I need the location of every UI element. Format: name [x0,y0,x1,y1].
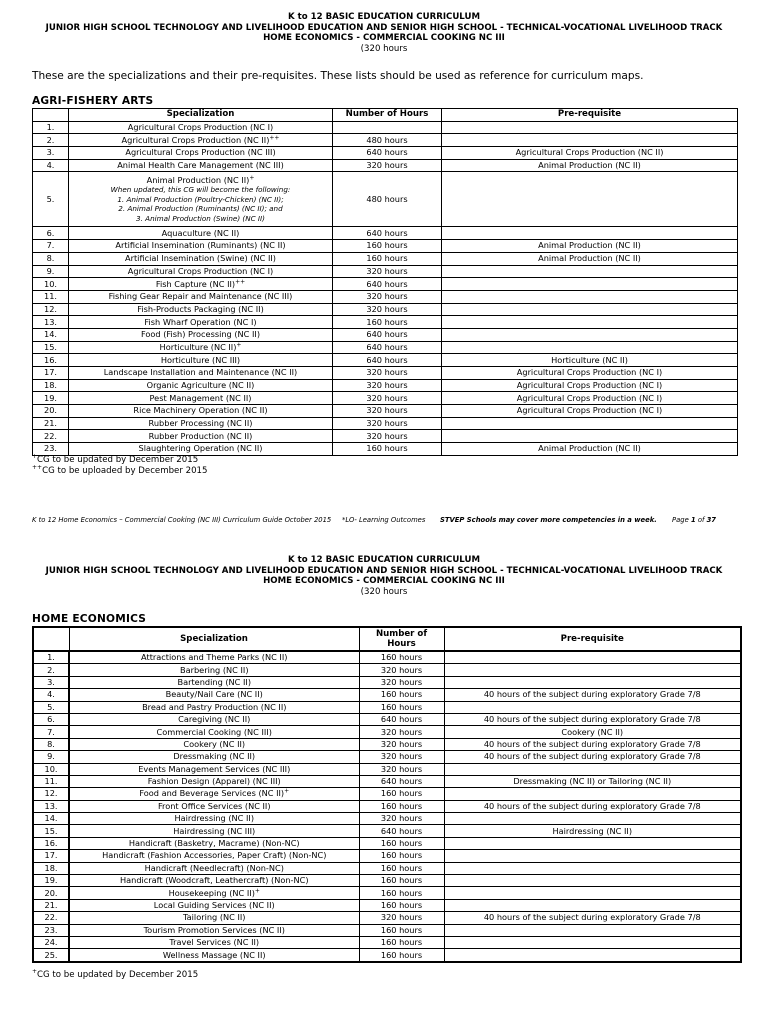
row-number: 15. [33,825,69,837]
table-row [33,738,741,750]
row-specialization: Pest Management (NC II) [69,392,333,405]
row-specialization: Landscape Installation and Maintenance (NC II) [69,367,333,380]
row-prerequisite [442,341,738,354]
row-prerequisite [442,303,738,316]
table-row [33,121,738,134]
row-number: 2. [33,134,69,147]
row-hours: 320 hours [359,726,444,738]
row-hours: 480 hours [333,172,442,227]
row-specialization: Local Guiding Services (NC II) [69,899,359,911]
row-number: 3. [33,147,69,160]
table-row [33,751,741,763]
row-hours: 320 hours [333,430,442,443]
row-prerequisite [442,227,738,240]
row-number: 17. [33,367,69,380]
row-number: 4. [33,159,69,172]
table-row [33,252,738,265]
header-line-2: JUNIOR HIGH SCHOOL TECHNOLOGY AND LIVELIHOOD EDUCATION AND SENIOR HIGH SCHOOL - TECHNICAL-VOCATIONAL LIVELIHOOD TRACK [45,22,723,33]
row-number: 6. [33,713,69,725]
table-row [33,227,738,240]
col-hours-header: Number of Hours [333,109,442,122]
row-number: 21. [33,899,69,911]
table-row [33,676,741,688]
table-row [33,417,738,430]
row-hours: 160 hours [359,837,444,849]
row-number: 4. [33,689,69,701]
table-row [33,430,738,443]
row-specialization: Attractions and Theme Parks (NC II) [69,651,359,664]
row-prerequisite [444,813,741,825]
row-hours: 160 hours [359,850,444,862]
row-hours: 160 hours [333,252,442,265]
row-hours: 640 hours [359,713,444,725]
row-specialization: Travel Services (NC II) [69,936,359,948]
row-prerequisite: Agricultural Crops Production (NC II) [442,147,738,160]
row-specialization: Bartending (NC II) [69,676,359,688]
table-row [33,862,741,874]
row-hours: 640 hours [333,328,442,341]
header-line-4: (320 hours [360,586,408,597]
row-hours: 160 hours [359,689,444,701]
row-number: 10. [33,763,69,775]
row-specialization: Beauty/Nail Care (NC II) [69,689,359,701]
header-line-3: HOME ECONOMICS - COMMERCIAL COOKING NC III [263,576,505,587]
row-hours: 640 hours [333,147,442,160]
footer-lo-note: *LO- Learning Outcomes [342,516,426,524]
table-row [33,651,741,664]
row-number: 17. [33,850,69,862]
row-specialization: Hairdressing (NC III) [69,825,359,837]
row-prerequisite: 40 hours of the subject during exploratory Grade 7/8 [444,713,741,725]
footnote: +CG to be updated by December 2015 [32,453,199,465]
row-prerequisite: 40 hours of the subject during exploratory Grade 7/8 [444,800,741,812]
page-header [0,12,768,54]
table-row [33,837,741,849]
col-specialization-header: Specialization [69,627,359,651]
table-row [33,341,738,354]
row-hours: 160 hours [359,701,444,713]
table-row [33,763,741,775]
row-specialization: Animal Production (NC II)+ When updated, this CG will become the following: 1. Animal Production (Poultry-Chicken) (NC II); 2. Animal Production (Ruminants) (NC II); and 3. Animal Production (Swine) (NC II) [69,172,333,227]
table-row [33,788,741,800]
table-row [33,813,741,825]
row-prerequisite: Agricultural Crops Production (NC I) [442,405,738,418]
row-number: 9. [33,751,69,763]
row-specialization: Rubber Processing (NC II) [69,417,333,430]
row-specialization: Tailoring (NC II) [69,912,359,924]
table-row [33,159,738,172]
col-hours-header: Number of Hours [359,627,444,651]
row-hours: 160 hours [359,875,444,887]
table-row [33,924,741,936]
row-prerequisite [442,265,738,278]
table-row [33,899,741,911]
row-specialization: Horticulture (NC III) [69,354,333,367]
row-number: 19. [33,392,69,405]
footnotes [32,970,198,981]
table-row [33,328,738,341]
row-prerequisite: Animal Production (NC II) [442,443,738,456]
row-prerequisite: 40 hours of the subject during exploratory Grade 7/8 [444,912,741,924]
row-hours: 320 hours [359,763,444,775]
row-specialization: Artificial Insemination (Ruminants) (NC II) [69,240,333,253]
row-prerequisite [444,837,741,849]
row-number: 24. [33,936,69,948]
row-prerequisite: Cookery (NC II) [444,726,741,738]
row-hours: 160 hours [359,651,444,664]
row-specialization: Dressmaking (NC II) [69,751,359,763]
row-hours: 640 hours [333,341,442,354]
row-number: 11. [33,775,69,787]
row-hours: 160 hours [359,788,444,800]
row-prerequisite [444,899,741,911]
footnote: +CG to be updated by December 2015 [32,968,199,980]
row-number: 10. [33,278,69,291]
row-specialization: Handicraft (Basketry, Macrame) (Non-NC) [69,837,359,849]
table-row [33,850,741,862]
page-header [0,555,768,597]
intro-text: These are the specializations and their pre-requisites. These lists should be used as reference for curriculum maps. [32,70,644,82]
row-hours [333,121,442,134]
row-specialization: Hairdressing (NC II) [69,813,359,825]
row-hours: 160 hours [359,949,444,962]
row-prerequisite [444,936,741,948]
footer-guide-title: K to 12 Home Economics – Commercial Cooking (NC III) Curriculum Guide October 2015 [32,516,332,524]
footer-page-number: Page 1 of 37 [672,516,717,524]
row-prerequisite: Animal Production (NC II) [442,252,738,265]
row-number: 14. [33,328,69,341]
table-header-row [33,627,741,651]
row-specialization: Aquaculture (NC II) [69,227,333,240]
row-number: 21. [33,417,69,430]
col-prereq-header: Pre-requisite [442,109,738,122]
header-line-3: HOME ECONOMICS - COMMERCIAL COOKING NC III [263,33,505,44]
table-row [33,172,738,227]
row-number: 2. [33,664,69,676]
row-prerequisite: Agricultural Crops Production (NC I) [442,392,738,405]
row-prerequisite [444,875,741,887]
table-row [33,278,738,291]
row-hours: 320 hours [333,405,442,418]
row-specialization: Rice Machinery Operation (NC II) [69,405,333,418]
row-number: 13. [33,800,69,812]
row-number: 23. [33,443,69,456]
row-specialization: Bread and Pastry Production (NC II) [69,701,359,713]
row-number: 16. [33,354,69,367]
table-row [33,825,741,837]
row-specialization: Tourism Promotion Services (NC II) [69,924,359,936]
row-prerequisite [444,676,741,688]
row-specialization: Food and Beverage Services (NC II)+ [69,788,359,800]
row-prerequisite [442,278,738,291]
table-row [33,775,741,787]
row-prerequisite: Horticulture (NC II) [442,354,738,367]
row-specialization: Food (Fish) Processing (NC II) [69,328,333,341]
row-specialization: Handicraft (Needlecraft) (Non-NC) [69,862,359,874]
col-prereq-header: Pre-requisite [444,627,741,651]
row-specialization: Cookery (NC II) [69,738,359,750]
row-number: 25. [33,949,69,962]
table-row [33,265,738,278]
row-prerequisite [442,328,738,341]
header-line-1: K to 12 BASIC EDUCATION CURRICULUM [287,555,481,565]
row-hours: 640 hours [359,775,444,787]
row-hours: 480 hours [333,134,442,147]
row-specialization: Front Office Services (NC II) [69,800,359,812]
row-number: 18. [33,862,69,874]
row-prerequisite [442,121,738,134]
row-number: 22. [33,912,69,924]
row-hours: 640 hours [333,278,442,291]
row-hours: 160 hours [333,316,442,329]
row-specialization: Fashion Design (Apparel) (NC III) [69,775,359,787]
footnote: ++CG to be uploaded by December 2015 [32,464,208,476]
row-specialization: Fish Capture (NC II)++ [69,278,333,291]
row-hours: 320 hours [359,664,444,676]
row-hours: 640 hours [333,227,442,240]
row-prerequisite [444,664,741,676]
row-number: 20. [33,887,69,899]
table-row [33,290,738,303]
row-specialization: Agricultural Crops Production (NC II)++ [69,134,333,147]
row-specialization: Wellness Massage (NC II) [69,949,359,962]
row-prerequisite [444,651,741,664]
footnotes [32,455,207,477]
row-prerequisite [442,134,738,147]
row-specialization: Slaughtering Operation (NC II) [69,443,333,456]
row-prerequisite [442,172,738,227]
row-hours: 160 hours [333,443,442,456]
row-number: 22. [33,430,69,443]
agri-fishery-table [32,108,738,456]
row-specialization: Caregiving (NC II) [69,713,359,725]
row-number: 1. [33,651,69,664]
row-number: 20. [33,405,69,418]
table-row [33,392,738,405]
header-line-4: (320 hours [360,43,408,54]
row-specialization: Agricultural Crops Production (NC I) [69,121,333,134]
row-prerequisite [442,417,738,430]
row-hours: 320 hours [359,738,444,750]
row-specialization: Fish-Products Packaging (NC II) [69,303,333,316]
row-prerequisite: Hairdressing (NC II) [444,825,741,837]
row-prerequisite: 40 hours of the subject during exploratory Grade 7/8 [444,738,741,750]
table-row [33,443,738,456]
col-number-header [33,109,69,122]
row-hours: 320 hours [333,417,442,430]
row-hours: 640 hours [359,825,444,837]
row-specialization: Fishing Gear Repair and Maintenance (NC III) [69,290,333,303]
row-specialization: Housekeeping (NC II)+ [69,887,359,899]
row-hours: 320 hours [333,290,442,303]
row-specialization: Handicraft (Fashion Accessories, Paper Craft) (Non-NC) [69,850,359,862]
section-title: AGRI-FISHERY ARTS [32,95,154,107]
row-number: 9. [33,265,69,278]
row-prerequisite: Agricultural Crops Production (NC I) [442,367,738,380]
col-specialization-header: Specialization [69,109,333,122]
row-hours: 320 hours [359,751,444,763]
row-specialization: Handicraft (Woodcraft, Leathercraft) (Non-NC) [69,875,359,887]
table-header-row [33,109,738,122]
table-row [33,303,738,316]
row-number: 12. [33,303,69,316]
row-hours: 160 hours [359,862,444,874]
row-prerequisite [444,763,741,775]
row-number: 7. [33,240,69,253]
row-hours: 320 hours [359,813,444,825]
row-specialization: Agricultural Crops Production (NC III) [69,147,333,160]
row-specialization: Events Management Services (NC III) [69,763,359,775]
table-row [33,664,741,676]
home-economics-table [32,626,742,963]
row-number: 16. [33,837,69,849]
table-row [33,147,738,160]
row-number: 5. [33,701,69,713]
row-hours: 160 hours [359,936,444,948]
row-number: 8. [33,738,69,750]
row-prerequisite [442,316,738,329]
row-hours: 320 hours [359,912,444,924]
row-number: 8. [33,252,69,265]
row-specialization: Rubber Production (NC II) [69,430,333,443]
row-prerequisite [444,701,741,713]
row-prerequisite [444,788,741,800]
row-hours: 160 hours [359,800,444,812]
row-number: 14. [33,813,69,825]
row-hours: 320 hours [333,392,442,405]
row-prerequisite [444,924,741,936]
row-prerequisite: Animal Production (NC II) [442,240,738,253]
table-row [33,405,738,418]
table-row [33,936,741,948]
table-row [33,726,741,738]
row-prerequisite: Dressmaking (NC II) or Tailoring (NC II) [444,775,741,787]
header-line-1: K to 12 BASIC EDUCATION CURRICULUM [287,12,481,22]
row-prerequisite [444,850,741,862]
table-row [33,701,741,713]
row-prerequisite: Agricultural Crops Production (NC I) [442,379,738,392]
table-row [33,949,741,962]
row-number: 3. [33,676,69,688]
row-prerequisite [444,862,741,874]
row-hours: 160 hours [359,924,444,936]
row-number: 5. [33,172,69,227]
row-number: 23. [33,924,69,936]
row-note: When updated, this CG will become the following: 1. Animal Production (Poultry-Chicken) (NC II); 2. Animal Production (Ruminants) (NC II); and 3. Animal Production (Swine) (NC II) [110,185,291,223]
table-row [33,887,741,899]
row-hours: 160 hours [359,899,444,911]
row-specialization: Commercial Cooking (NC III) [69,726,359,738]
row-number: 13. [33,316,69,329]
row-prerequisite [444,887,741,899]
row-specialization: Fish Wharf Operation (NC I) [69,316,333,329]
row-number: 12. [33,788,69,800]
row-specialization: Barbering (NC II) [69,664,359,676]
table-row [33,354,738,367]
row-specialization: Agricultural Crops Production (NC I) [69,265,333,278]
table-row [33,367,738,380]
row-prerequisite [444,949,741,962]
row-number: 19. [33,875,69,887]
row-specialization: Organic Agriculture (NC II) [69,379,333,392]
row-hours: 320 hours [359,676,444,688]
row-hours: 160 hours [359,887,444,899]
row-number: 7. [33,726,69,738]
row-hours: 320 hours [333,379,442,392]
table-row [33,689,741,701]
row-specialization: Artificial Insemination (Swine) (NC II) [69,252,333,265]
row-specialization: Horticulture (NC II)+ [69,341,333,354]
table-row [33,316,738,329]
row-prerequisite [442,430,738,443]
row-hours: 160 hours [333,240,442,253]
row-specialization: Animal Health Care Management (NC III) [69,159,333,172]
row-number: 11. [33,290,69,303]
row-hours: 640 hours [333,354,442,367]
row-number: 6. [33,227,69,240]
row-hours: 320 hours [333,367,442,380]
row-hours: 320 hours [333,159,442,172]
table-row [33,134,738,147]
footer-stvep-note: STVEP Schools may cover more competencies in a week. [440,516,657,524]
row-prerequisite: 40 hours of the subject during exploratory Grade 7/8 [444,751,741,763]
row-hours: 320 hours [333,303,442,316]
section-title: HOME ECONOMICS [32,613,147,625]
table-row [33,240,738,253]
header-line-2: JUNIOR HIGH SCHOOL TECHNOLOGY AND LIVELIHOOD EDUCATION AND SENIOR HIGH SCHOOL - TECHNICAL-VOCATIONAL LIVELIHOOD TRACK [45,565,723,576]
table-row [33,379,738,392]
table-row [33,713,741,725]
row-number: 1. [33,121,69,134]
row-number: 15. [33,341,69,354]
row-prerequisite: 40 hours of the subject during exploratory Grade 7/8 [444,689,741,701]
table-row [33,800,741,812]
row-prerequisite [442,290,738,303]
row-hours: 320 hours [333,265,442,278]
table-row [33,875,741,887]
table-row [33,912,741,924]
col-number-header [33,627,69,651]
row-prerequisite: Animal Production (NC II) [442,159,738,172]
row-number: 18. [33,379,69,392]
